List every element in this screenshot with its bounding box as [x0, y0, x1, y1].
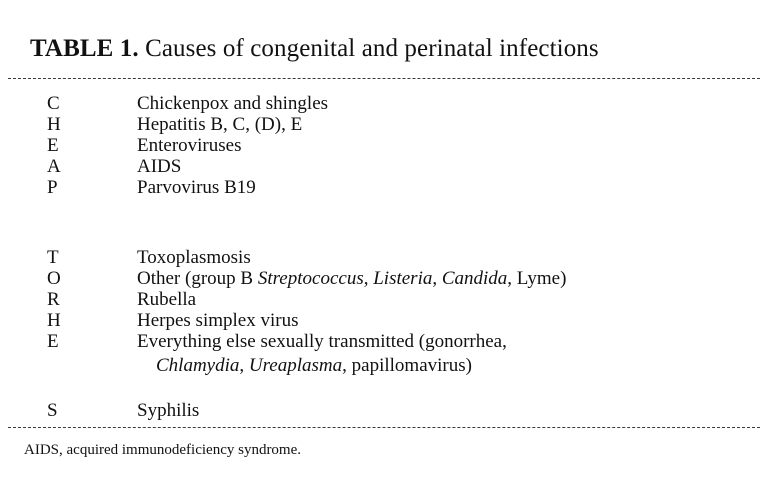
row-letter: E — [47, 135, 59, 156]
row-description-continued — [156, 354, 472, 378]
row-letter: P — [47, 177, 58, 198]
row-letter: T — [47, 247, 59, 268]
row-description: Chickenpox and shingles — [137, 93, 329, 114]
table-label: TABLE 1. — [30, 35, 139, 62]
row-letter: H — [47, 114, 61, 135]
table-caption: Causes of congenital and perinatal infections — [145, 35, 599, 62]
table-row — [0, 399, 768, 423]
organism-name-italic: Streptococcus — [257, 268, 364, 289]
separator-text: , — [432, 268, 442, 289]
separator-text: , — [363, 268, 374, 289]
row-letter: H — [47, 310, 61, 331]
row-description: Parvovirus B19 — [137, 177, 256, 198]
row-description: AIDS — [137, 156, 182, 177]
bottom-rule — [8, 427, 760, 428]
table-row — [0, 176, 768, 200]
row-description: Everything else sexually transmitted (gonorrhea, — [137, 331, 507, 352]
row-letter: A — [47, 156, 61, 177]
organism-name-italic: Candida — [441, 268, 508, 289]
top-rule — [8, 78, 760, 79]
row-letter: C — [47, 93, 60, 114]
separator-text: , — [239, 355, 249, 376]
table-footnote: AIDS, acquired immunodeficiency syndrome. — [24, 442, 302, 458]
table-title — [30, 34, 599, 64]
row-letter: R — [47, 289, 60, 310]
row-description: Herpes simplex virus — [137, 310, 299, 331]
row-description: Syphilis — [137, 400, 200, 421]
row-letter: E — [47, 331, 59, 352]
row-letter: S — [47, 400, 58, 421]
description-text: , papillomavirus) — [342, 355, 472, 376]
organism-name-italic: Ureaplasma — [248, 355, 343, 376]
row-description: Rubella — [137, 289, 197, 310]
description-text: , Lyme) — [507, 268, 567, 289]
row-description: Toxoplasmosis — [137, 247, 251, 268]
organism-name-italic: Chlamydia — [156, 355, 240, 376]
row-description: Enteroviruses — [137, 135, 242, 156]
description-text: Other (group B — [137, 268, 258, 289]
row-description: Hepatitis B, C, (D), E — [137, 114, 303, 135]
row-letter: O — [47, 268, 61, 289]
organism-name-italic: Listeria — [373, 268, 433, 289]
table-row — [0, 330, 768, 378]
